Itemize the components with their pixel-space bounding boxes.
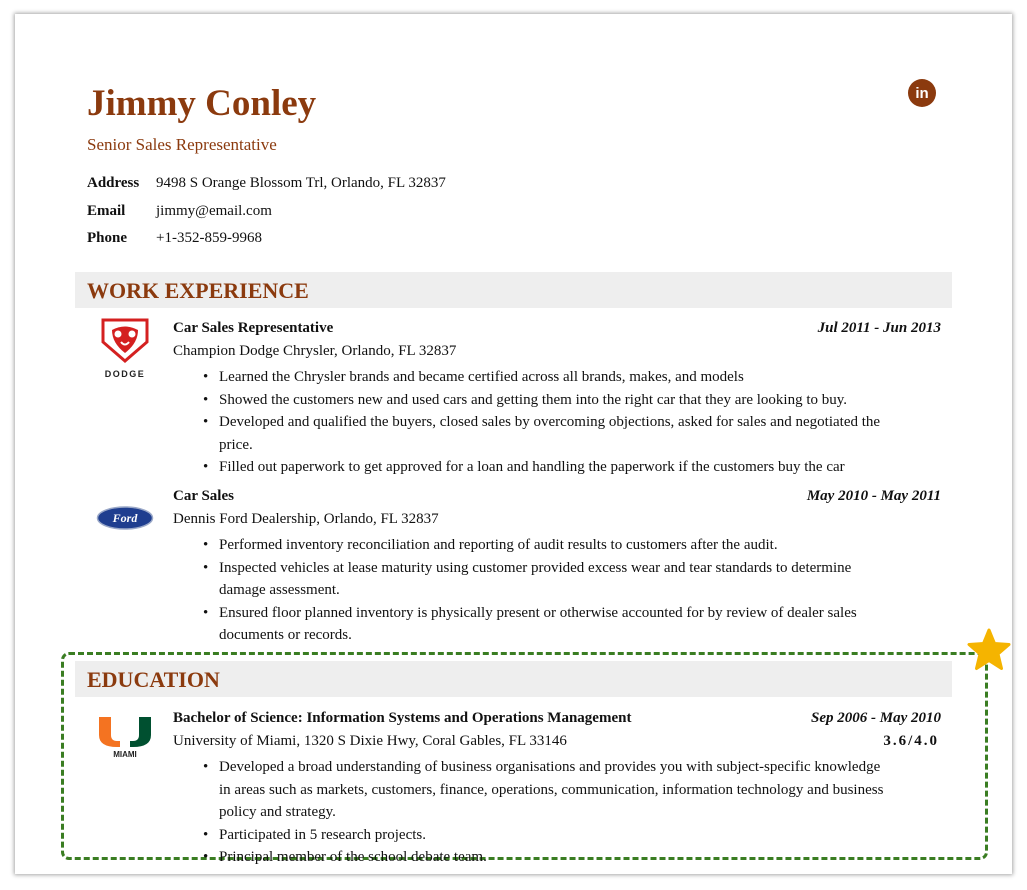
candidate-name: Jimmy Conley [87, 83, 317, 124]
list-item: • Ensured floor planned inventory is physically present or otherwise accounted for by review of dealer sales documents or records. [219, 602, 899, 647]
list-item: • Participated in 5 research projects. [219, 824, 889, 847]
contact-label: Address [87, 175, 140, 191]
education-entry [173, 710, 941, 866]
contact-value[interactable]: jimmy@email.com [156, 203, 272, 219]
job-title: Car Sales Representative [173, 320, 334, 336]
list-item: • Inspected vehicles at lease maturity using customer provided excess wear and tear standards to determine damage assessment. [219, 557, 899, 602]
job-title: Car Sales [173, 488, 234, 504]
ford-logo [96, 505, 154, 536]
work-entry [173, 320, 941, 480]
dodge-logo-text: DODGE [104, 369, 146, 379]
list-item: • Developed and qualified the buyers, closed sales by overcoming objections, asked for sales and negotiated the price. [219, 411, 899, 456]
gpa-value: 3.6/4.0 [883, 733, 939, 749]
ford-logo-text: Ford [112, 511, 138, 525]
list-item: • Principal member of the school debate team. [219, 846, 889, 869]
education-dates: Sep 2006 - May 2010 [811, 710, 941, 726]
contact-label: Email [87, 203, 126, 219]
miami-logo-text: MIAMI [113, 750, 137, 759]
list-item: • Learned the Chrysler brands and became certified across all brands, makes, and models [219, 366, 899, 389]
linkedin-icon[interactable]: in [908, 79, 936, 107]
contact-label: Phone [87, 230, 128, 246]
job-bullets [219, 534, 899, 647]
section-education [75, 661, 952, 697]
job-company: Champion Dodge Chrysler, Orlando, FL 32837 [173, 343, 457, 359]
degree-title: Bachelor of Science: Information Systems and Operations Management [173, 710, 632, 726]
dodge-logo [94, 317, 156, 384]
list-item: • Developed a broad understanding of business organisations and provides you with subject-specific knowledge in areas such as markets, customers, finance, operations, communication, information technology and business policy and strategy. [219, 756, 889, 824]
section-heading: EDUCATION [87, 667, 220, 692]
section-heading: WORK EXPERIENCE [87, 278, 309, 303]
section-work-experience [75, 272, 952, 308]
job-bullets [219, 366, 899, 479]
candidate-role: Senior Sales Representative [87, 135, 277, 154]
education-bullets [219, 756, 889, 869]
contact-value: 9498 S Orange Blossom Trl, Orlando, FL 32837 [156, 175, 446, 191]
job-dates: May 2010 - May 2011 [806, 488, 941, 504]
list-item: • Performed inventory reconciliation and reporting of audit results to customers after the audit. [219, 534, 899, 557]
list-item: • Showed the customers new and used cars and getting them into the right car that they are looking to buy. [219, 389, 899, 412]
work-entry [173, 488, 941, 648]
job-dates: Jul 2011 - Jun 2013 [817, 320, 941, 336]
star-icon [966, 627, 1012, 673]
miami-logo [97, 715, 153, 764]
job-company: Dennis Ford Dealership, Orlando, FL 32837 [173, 511, 439, 527]
university-name: University of Miami, 1320 S Dixie Hwy, Coral Gables, FL 33146 [173, 733, 567, 749]
list-item: • Filled out paperwork to get approved for a loan and handling the paperwork if the customers buy the car [219, 456, 899, 479]
contact-value: +1-352-859-9968 [156, 230, 262, 246]
